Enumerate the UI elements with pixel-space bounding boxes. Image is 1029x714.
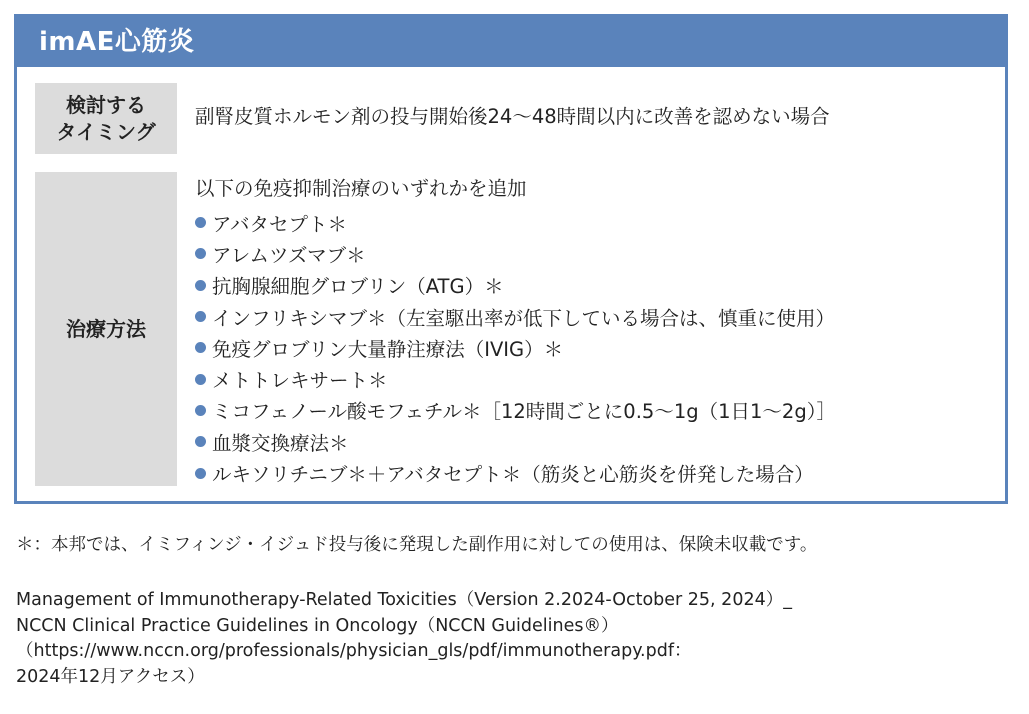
treatment-item-text: インフリキシマブ＊（左室駆出率が低下している場合は、慎重に使用） — [212, 306, 836, 330]
treatment-label: 治療方法 — [66, 316, 146, 341]
blue-dot-icon — [195, 280, 206, 291]
treatment-item-text: ルキソリチニブ＊＋アバタセプト＊（筋炎と心筋炎を併発した場合） — [212, 463, 814, 487]
blue-dot-icon — [195, 405, 206, 416]
timing-label-line1: 検討する — [65, 92, 146, 117]
treatment-item — [195, 426, 836, 457]
myocarditis-panel — [14, 14, 1008, 504]
treatment-item — [195, 363, 836, 394]
timing-label-cell — [35, 83, 177, 154]
blue-dot-icon — [195, 311, 206, 322]
treatment-item — [195, 238, 836, 269]
blue-dot-icon — [195, 342, 206, 353]
blue-dot-icon — [195, 468, 206, 479]
treatment-item — [195, 457, 836, 488]
treatment-item-text: 免疫グロブリン大量静注療法（IVIG）＊ — [212, 337, 564, 361]
reference-line-2: NCCN Clinical Practice Guidelines in Oncology（NCCN Guidelines®） — [16, 615, 619, 636]
treatment-item — [195, 332, 836, 363]
blue-dot-icon — [195, 436, 206, 447]
treatment-item — [195, 207, 836, 238]
panel-header — [17, 17, 1005, 67]
reference-line-3: （https://www.nccn.org/professionals/physician_gls/pdf/immunotherapy.pdf： — [16, 641, 692, 661]
treatment-item — [195, 395, 836, 426]
treatment-item-text: アバタセプト＊ — [212, 212, 347, 236]
blue-dot-icon — [195, 374, 206, 385]
timing-label-line2: タイミング — [56, 119, 156, 144]
treatment-label-cell — [35, 172, 177, 486]
reference-line-1: Management of Immunotherapy-Related Toxicities（Version 2.2024-October 25, 2024）_ — [16, 590, 792, 610]
footnote: ＊：本邦では、イミフィンジ・イジュド投与後に発現した副作用に対しての使用は、保険未収載です。 — [16, 535, 818, 555]
blue-dot-icon — [195, 248, 206, 259]
reference — [16, 588, 792, 690]
treatment-item-text: メトトレキサート＊ — [212, 369, 388, 393]
reference-line-4: 2024年12月アクセス） — [16, 666, 205, 687]
treatment-item-text: アレムツズマブ＊ — [212, 243, 366, 267]
treatment-item — [195, 301, 836, 332]
treatment-intro: 以下の免疫抑制治療のいずれかを追加 — [195, 177, 527, 200]
treatment-list — [195, 207, 836, 489]
treatment-item-text: 血漿交換療法＊ — [212, 431, 349, 455]
treatment-item-text: 抗胸腺細胞グロブリン（ATG）＊ — [212, 275, 504, 299]
treatment-item-text: ミコフェノール酸モフェチル＊［12時間ごとに0.5～1g（1日1～2g）］ — [212, 400, 836, 424]
timing-text: 副腎皮質ホルモン剤の投与開始後24～48時間以内に改善を認めない場合 — [195, 105, 830, 128]
blue-dot-icon — [195, 217, 206, 228]
treatment-item — [195, 270, 836, 301]
panel-title: imAE心筋炎 — [39, 27, 195, 57]
